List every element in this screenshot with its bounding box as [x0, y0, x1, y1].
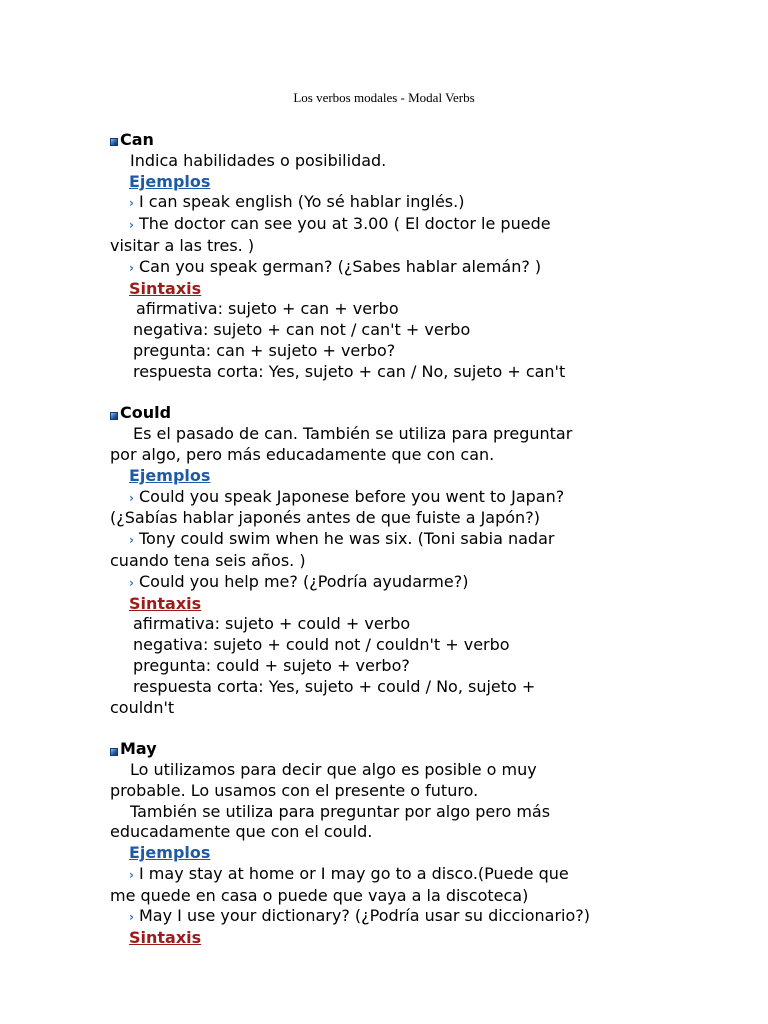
- arrow-right-icon: ›: [129, 196, 134, 211]
- example-continuation: me quede en casa o puede que vaya a la discoteca): [110, 885, 529, 905]
- example-text: I can speak english (Yo sé hablar inglés.): [139, 192, 465, 212]
- heading-text: May: [120, 739, 157, 759]
- example-text: I may stay at home or I may go to a disco.(Puede que: [139, 863, 569, 883]
- syntax-line: respuesta corta: Yes, sujeto + can / No, sujeto + can't: [133, 361, 566, 381]
- example-text: May I use your dictionary? (¿Podría usar su diccionario?): [139, 906, 591, 926]
- square-bullet-icon: [110, 412, 118, 420]
- example-text: Could you speak Japonese before you went to Japan?: [139, 486, 565, 506]
- document-body: [110, 130, 630, 970]
- heading-text: Can: [120, 130, 154, 149]
- description-continuation: por algo, pero más educadamente que con can.: [110, 444, 495, 464]
- example-item: [110, 487, 630, 509]
- syntax-line: afirmativa: sujeto + can + verbo: [136, 299, 399, 319]
- examples-link[interactable]: Ejemplos: [129, 171, 211, 191]
- description: Lo utilizamos para decir que algo es posible o muy: [130, 759, 537, 779]
- syntax-line: afirmativa: sujeto + could + verbo: [133, 614, 411, 634]
- example-continuation: cuando tena seis años. ): [110, 550, 306, 570]
- section-may: [110, 739, 630, 949]
- heading-text: Could: [120, 403, 172, 423]
- syntax-line: respuesta corta: Yes, sujeto + could / No, sujeto +: [133, 676, 536, 696]
- description: Es el pasado de can. También se utiliza para preguntar: [133, 424, 573, 444]
- section-heading-can: [110, 130, 630, 151]
- example-item: [110, 572, 630, 594]
- syntax-line: negativa: sujeto + could not / couldn't + verbo: [133, 635, 510, 655]
- description: También se utiliza para preguntar por algo pero más: [130, 801, 551, 821]
- arrow-right-icon: ›: [129, 218, 134, 233]
- examples-link[interactable]: Ejemplos: [129, 465, 211, 485]
- example-item: [110, 906, 630, 928]
- example-item: [110, 192, 630, 214]
- syntax-link[interactable]: Sintaxis: [129, 278, 202, 298]
- example-continuation: visitar a las tres. ): [110, 235, 255, 255]
- example-continuation: (¿Sabías hablar japonés antes de que fuiste a Japón?): [110, 508, 540, 528]
- example-item: [110, 214, 630, 236]
- section-heading-may: [110, 739, 630, 760]
- description-continuation: probable. Lo usamos con el presente o futuro.: [110, 780, 479, 800]
- example-text: Could you help me? (¿Podría ayudarme?): [139, 571, 469, 591]
- example-item: [110, 257, 630, 279]
- examples-link[interactable]: Ejemplos: [129, 843, 211, 863]
- arrow-right-icon: ›: [129, 490, 134, 505]
- example-item: [110, 529, 630, 551]
- example-text: The doctor can see you at 3.00 ( El doctor le puede: [139, 214, 551, 234]
- syntax-line: pregunta: can + sujeto + verbo?: [133, 340, 396, 360]
- syntax-line: pregunta: could + sujeto + verbo?: [133, 655, 410, 675]
- syntax-link[interactable]: Sintaxis: [129, 593, 202, 613]
- example-text: Can you speak german? (¿Sabes hablar alemán? ): [139, 256, 542, 276]
- section-can: [110, 130, 630, 383]
- arrow-right-icon: ›: [129, 575, 134, 590]
- example-item: [110, 864, 630, 886]
- square-bullet-icon: [110, 748, 118, 756]
- arrow-right-icon: ›: [129, 867, 134, 882]
- description: Indica habilidades o posibilidad.: [130, 150, 387, 170]
- page-title: Los verbos modales - Modal Verbs: [293, 90, 475, 105]
- syntax-continuation: couldn't: [110, 697, 175, 717]
- square-bullet-icon: [110, 138, 118, 146]
- section-heading-could: [110, 403, 630, 424]
- arrow-right-icon: ›: [129, 260, 134, 275]
- arrow-right-icon: ›: [129, 533, 134, 548]
- description-continuation: educadamente que con el could.: [110, 822, 373, 842]
- arrow-right-icon: ›: [129, 910, 134, 925]
- syntax-line: negativa: sujeto + can not / can't + verbo: [133, 320, 471, 340]
- syntax-link[interactable]: Sintaxis: [129, 928, 202, 948]
- example-text: Tony could swim when he was six. (Toni sabia nadar: [139, 529, 555, 549]
- section-could: [110, 403, 630, 718]
